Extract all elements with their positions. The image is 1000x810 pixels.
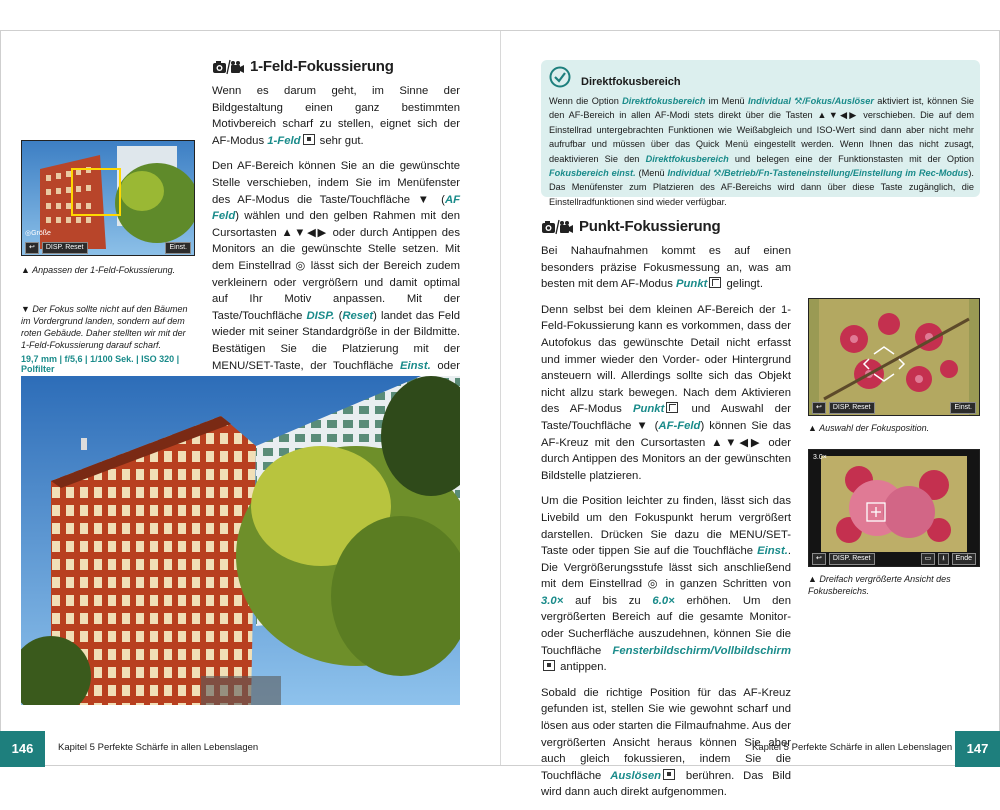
disp-reset-button[interactable]: DISP. Reset — [829, 402, 875, 414]
right-body-text — [541, 243, 791, 810]
camera-screen-zoom — [808, 449, 980, 567]
note-box — [541, 60, 980, 207]
page-number-left: 146 — [0, 731, 45, 767]
einst-button[interactable]: Einst. — [950, 402, 976, 414]
flower-zoom-thumbnail — [809, 450, 979, 566]
caption-1feld: ▲ Anpassen der 1-Feld-Fokussierung. — [21, 265, 176, 275]
back-icon: ↩ — [812, 402, 826, 414]
paragraph: Den AF-Bereich können Sie an die gewünschte Stelle verschieben, indem Sie im Menüfenster des AF-Modus die Taste/Touchfläche ▼ (AF Feld) wählen und den gelben Rahmen mit den Cursortasten ▲▼◀▶ oder durch Antippen des Monitors an die gewünschte Stelle setzen. Mit dem Einstellrad ◎ lässt sich der Bereich zudem verkleinern oder vergrößern und damit optimal auf Ihr Motiv anpassen. Mit der Taste/Touchfläche DISP. (Reset) landet das Feld wieder mit seiner Standardgröße in der Bildmitte. Bestätigen Sie die Platzierung mit der MENU/SET-Taste, der Touchfläche Einst. oder — [212, 160, 460, 372]
zoom-level: 3.0× — [813, 454, 827, 461]
building-photo — [21, 376, 460, 705]
screen-toolbar — [22, 241, 194, 255]
paragraph: Sobald die richtige Position für das AF-Kreuz gefunden ist, stellen Sie wie gewohnt scharf und lösen aus oder starten die Filmaufnahme. Aus der vergrößerten Ansicht heraus können Sie aber auch gleich fokussieren, indem Sie die Touchfläche Auslösen berühren. Das Bild wird dann auch direkt aufgenommen. — [541, 686, 791, 799]
caption-zoom: ▲ Dreifach vergrößerte Ansicht des Fokusbereichs. — [808, 574, 951, 596]
footer-right: Kapitel 5 Perfekte Schärfe in allen Lebenslagen — [752, 742, 953, 753]
back-icon: ↩ — [25, 242, 39, 254]
paragraph: Wenn es darum geht, im Sinne der Bildgestaltung einen ganz bestimmten Motivbereich scharf zu stellen, eignet sich der AF-Modus 1-Feld sehr gut. — [212, 85, 460, 147]
screen-toolbar — [809, 401, 979, 415]
exif-info: 19,7 mm | f/5,6 | 1/100 Sek. | ISO 320 | Polfilter — [21, 354, 180, 374]
paragraph: Um die Position leichter zu finden, lässt sich das Livebild um den Fokuspunkt herum vergrößert darstellen. Drücken Sie dazu die MENU/SET-Taste oder tippen Sie auf die Touchfläche Einst.. Die Vergrößerungsstufe lässt sich anschließend mit dem Einstellrad ◎ in ganzen Schritten von 3.0× auf bis zu 6.0× erhöhen. Um den vergrößerten Bereich auf die gesamte Monitor- oder Sucherfläche auszudehnen, können Sie die Touchfläche Fensterbildschirm/Vollbildschirm antippen. — [541, 495, 791, 674]
footer-left: Kapitel 5 Perfekte Schärfe in allen Lebenslagen — [58, 742, 259, 753]
size-label: ◎Größe — [25, 230, 51, 237]
end-button[interactable]: Ende — [952, 553, 976, 565]
book-gutter — [500, 30, 501, 765]
shutter-icon — [663, 769, 675, 780]
screen-toolbar — [809, 552, 979, 566]
top-edge — [0, 30, 1000, 31]
paragraph: Bei Nahaufnahmen kommt es auf einen besonders präzise Fokusmessung an, was am besten mit dem AF-Modus Punkt gelingt. — [541, 245, 791, 291]
einst-button[interactable]: Einst. — [165, 242, 191, 254]
camera-video-icon — [541, 219, 573, 235]
camera-screen-1feld — [21, 140, 195, 256]
left-page-edge — [0, 30, 1, 765]
caption-fokusposition: ▲ Auswahl der Fokusposition. — [808, 423, 930, 433]
af-punkt-icon — [666, 402, 678, 413]
paragraph: Denn selbst bei dem kleinen AF-Bereich der 1-Feld-Fokussierung kann es vorkommen, dass der Autofokus das gewünschte Detail nicht erfasst und immer wieder den Vorder- oder Hintergrund ansteuern will. Allerdings sollte sich das Objekt nicht allzu stark bewegen. Nach dem Aktivieren des AF-Modus Punkt und Auswahl der Taste/Touchfläche ▼ (AF-Feld) können Sie das AF-Kreuz mit den Cursortasten ▲▼◀▶ oder durch Antippen des Monitors an der gewünschten Bildstelle platzieren. — [541, 303, 791, 482]
shutter-button[interactable]: ⭳ — [938, 553, 948, 565]
building-thumbnail — [22, 141, 194, 255]
disp-reset-button[interactable]: DISP. Reset — [829, 553, 875, 565]
camera-screen-punkt — [808, 298, 980, 416]
fullscreen-button[interactable]: ▭ — [921, 553, 936, 565]
page-number-right: 147 — [955, 731, 1000, 767]
flower-thumbnail — [809, 299, 979, 415]
fullscreen-icon — [543, 660, 555, 671]
note-title: Direktfokusbereich — [581, 76, 681, 88]
disp-reset-button[interactable]: DISP. Reset — [42, 242, 88, 254]
af-1feld-icon — [303, 134, 315, 145]
bottom-edge — [0, 765, 1000, 766]
back-icon: ↩ — [812, 553, 826, 565]
af-punkt-icon — [709, 277, 721, 288]
section-heading-punkt: Punkt-Fokussierung — [541, 218, 720, 235]
note-text: Wenn die Option Direktfokusbereich im Menü Individual ⚒/Fokus/Auslöser aktiviert ist, können Sie den AF-Bereich in allen AF-Modi stets direkt über die Tasten ▲▼◀▶ verschieben. Die auf dem Einstellrad untergebrachten Funktionen wie Weißabgleich und ISO-Wert sind dann aber nicht mehr aufrufbar und müssen über das Quick Menü eingestellt werden. Wenn Ihnen das nicht zusagt, deaktivieren Sie den Direktfokusbereich und belegen eine der Funktionstasten mit der Option Fokusbereich einst. (Menü Individual ⚒/Betrieb/Fn-Tasteneinstellung/Einstellung im Rec-Modus). Das Menüfenster zum Platzieren des AF-Bereichs wird dann über diese Taste zugänglich, die Einstellradfunktionen sind wieder verfügbar. — [549, 96, 975, 207]
check-circle-icon — [549, 66, 571, 88]
caption-photo: ▼ Der Fokus sollte nicht auf den Bäumen im Vordergrund landen, sondern auf dem roten Gebäude. Daher stellten wir mit der 1-Feld-Fokussierung darauf scharf. — [21, 304, 188, 350]
section-heading-1feld: 1-Feld-Fokussierung — [212, 58, 394, 75]
camera-video-icon — [212, 59, 244, 75]
